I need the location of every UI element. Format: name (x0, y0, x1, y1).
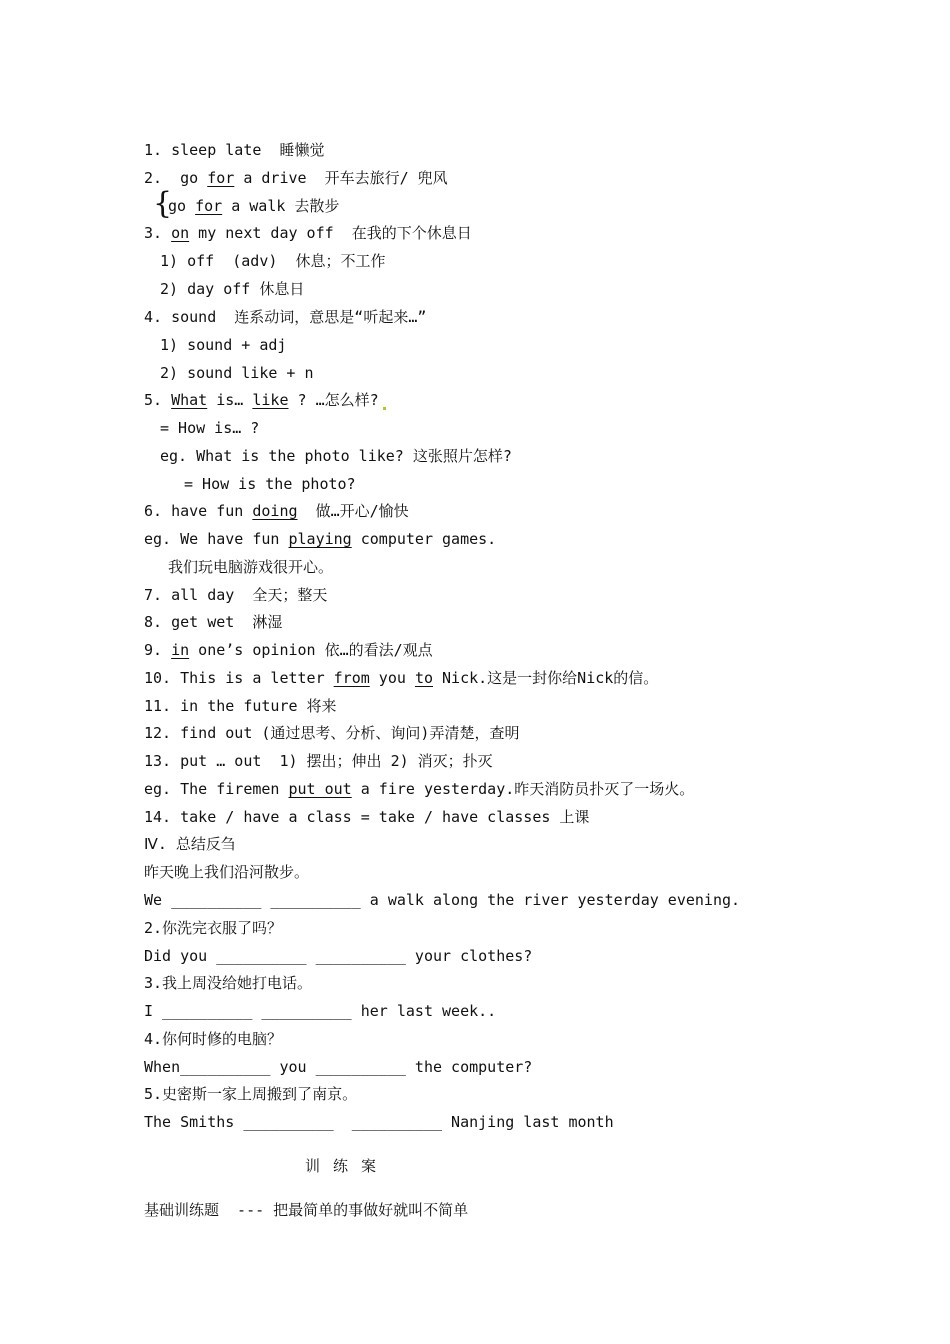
mark-dot (383, 407, 386, 410)
vocab-item-2b: go for a walk 去散步 (168, 197, 340, 215)
vocab-item-8: 8. get wet 淋湿 (144, 613, 283, 631)
summary-heading: Ⅳ. 总结反刍 (144, 835, 236, 853)
vocab-item-13: 13. put … out 1) 摆出；伸出 2) 消灭；扑灭 (144, 752, 493, 770)
vocab-item-13-example: eg. The firemen put out a fire yesterday.昨天消防员扑灭了一场火。 (144, 780, 695, 798)
vocab-item-2: 2. go for a drive 开车去旅行/ 兜风 (144, 169, 448, 187)
exercise-4-chinese: 4.你何时修的电脑？ (144, 1030, 283, 1048)
vocab-item-6-example: eg. We have fun playing computer games. (144, 530, 497, 548)
exercise-3-chinese: 3.我上周没给她打电话。 (144, 974, 313, 992)
vocab-item-9: 9. in one’s opinion 依…的看法/观点 (144, 641, 433, 659)
vocab-item-12: 12. find out (通过思考、分析、询问)弄清楚，查明 (144, 724, 520, 742)
exercise-4-english: When__________ you __________ the computer? (144, 1058, 533, 1076)
vocab-item-5-example: eg. What is the photo like? 这张照片怎样? (160, 447, 512, 465)
vocab-item-6: 6. have fun doing 做…开心/愉快 (144, 502, 409, 520)
vocab-item-5-equiv: = How is… ? (160, 419, 260, 437)
exercise-1-chinese: 昨天晚上我们沿河散步。 (144, 863, 310, 881)
vocab-item-11: 11. in the future 将来 (144, 697, 337, 715)
exercise-2-english: Did you __________ __________ your clothes? (144, 947, 533, 965)
exercise-3-english: I __________ __________ her last week.. (144, 1002, 497, 1020)
exercise-2-chinese: 2.你洗完衣服了吗？ (144, 919, 283, 937)
vocab-item-4-sub-1: 1) sound + adj (160, 336, 287, 354)
vocab-item-1: 1. sleep late 睡懒觉 (144, 141, 325, 159)
vocab-item-5: 5. What is… like ? …怎么样? (144, 390, 386, 410)
training-subtitle: 基础训练题 --- 把最简单的事做好就叫不简单 (144, 1201, 469, 1219)
vocab-item-3: 3. on my next day off 在我的下个休息日 (144, 224, 472, 242)
brace-symbol: { (153, 186, 173, 221)
vocab-item-7: 7. all day 全天；整天 (144, 586, 328, 604)
vocab-item-6-translation: 我们玩电脑游戏很开心。 (168, 558, 334, 576)
vocab-item-14: 14. take / have a class = take / have classes 上课 (144, 808, 590, 826)
vocab-item-4-sub-2: 2) sound like + n (160, 364, 314, 382)
vocab-item-4: 4. sound 连系动词，意思是“听起来…” (144, 308, 427, 326)
vocab-item-10: 10. This is a letter from you to Nick.这是一封你给Nick的信。 (144, 669, 659, 687)
vocab-item-3-sub-2: 2) day off 休息日 (160, 280, 305, 298)
vocab-item-5-example-equiv: = How is the photo? (184, 475, 356, 493)
training-title: 训 练 案 (305, 1157, 379, 1175)
exercise-5-english: The Smiths __________ __________ Nanjing last month (144, 1113, 614, 1131)
vocab-item-3-sub-1: 1) off (adv) 休息；不工作 (160, 252, 386, 270)
exercise-5-chinese: 5.史密斯一家上周搬到了南京。 (144, 1085, 358, 1103)
exercise-1-english: We __________ __________ a walk along the river yesterday evening. (144, 891, 741, 909)
